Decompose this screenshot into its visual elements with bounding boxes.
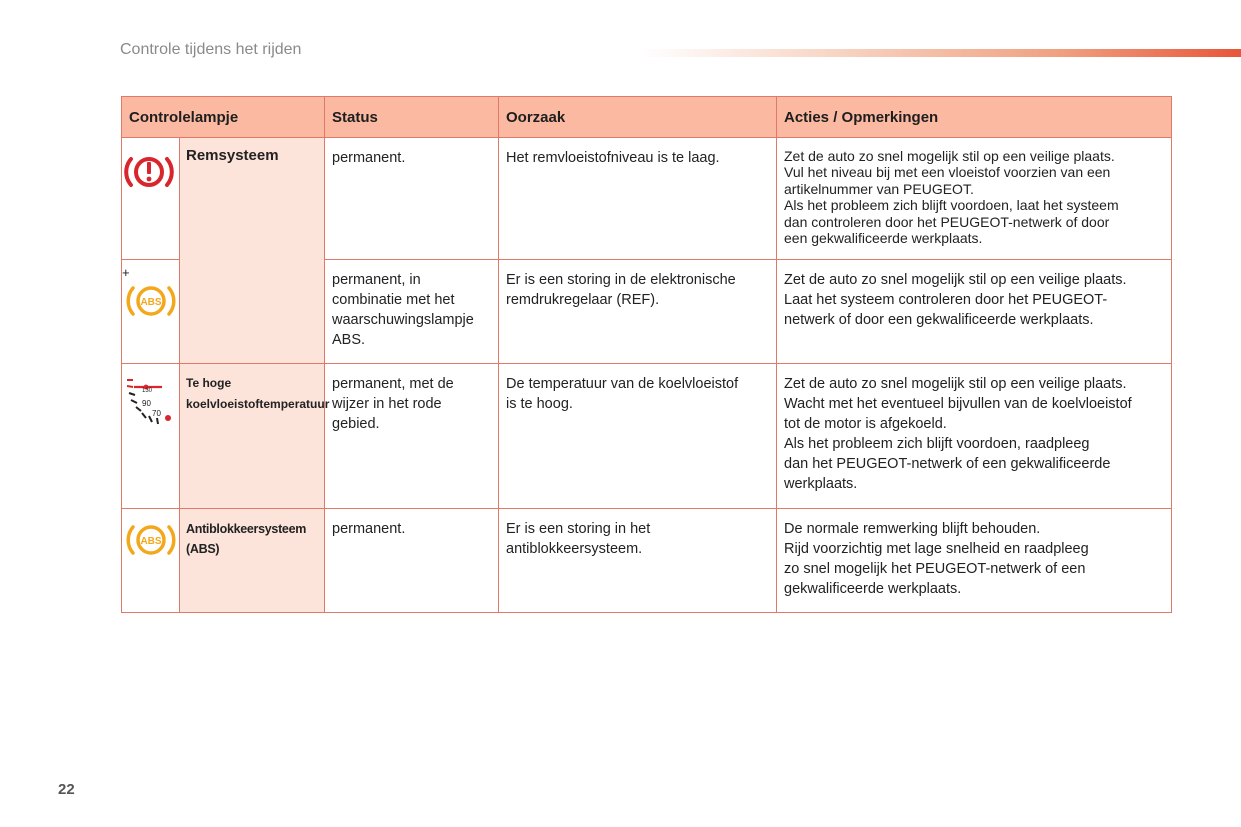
name-line: Antiblokkeersysteem bbox=[186, 522, 307, 536]
cause-cell bbox=[499, 364, 777, 509]
action-line: Zet de auto zo snel mogelijk stil op een veilige plaats. bbox=[784, 148, 1115, 164]
name-cell-remsysteem: Remsysteem bbox=[180, 138, 325, 364]
cause-line: remdrukregelaar (REF). bbox=[506, 292, 660, 308]
action-line: Zet de auto zo snel mogelijk stil op een veilige plaats. bbox=[784, 376, 1127, 392]
gauge-label-70: 70 bbox=[152, 409, 161, 418]
action-line: artikelnummer van PEUGEOT. bbox=[784, 180, 974, 197]
action-line: Rijd voorzichtig met lage snelheid en raadpleeg bbox=[784, 541, 1089, 557]
section-title: Controle tijdens het rijden bbox=[120, 41, 302, 58]
status-line: wijzer in het rode bbox=[332, 396, 442, 412]
name-cell-temperatuur bbox=[180, 364, 330, 509]
column-header-status: Status bbox=[325, 97, 499, 138]
table-row bbox=[122, 138, 1172, 260]
title-accent-bar bbox=[640, 49, 1241, 57]
action-line: Wacht met het eventueel bijvullen van de koelvloeistof bbox=[784, 396, 1132, 412]
warning-lights-table bbox=[121, 96, 1172, 613]
status-line: permanent, in bbox=[332, 272, 421, 288]
status-line: gebied. bbox=[332, 416, 380, 432]
action-line: Vul het niveau bij met een vloeistof voorzien van een bbox=[784, 164, 1111, 181]
abs-icon bbox=[124, 520, 178, 560]
action-line: een gekwalificeerde werkplaats. bbox=[784, 230, 983, 247]
action-line: tot de motor is afgekoeld. bbox=[784, 416, 947, 432]
action-line: Zet de auto zo snel mogelijk stil op een veilige plaats. bbox=[784, 272, 1127, 288]
abs-icon-label: ABS bbox=[139, 297, 162, 308]
actions-cell bbox=[777, 138, 1172, 260]
cause-line: Er is een storing in het bbox=[506, 521, 651, 537]
table-header-row bbox=[122, 97, 1172, 138]
status-line: combinatie met het bbox=[332, 292, 455, 308]
cause-cell bbox=[499, 260, 777, 364]
action-line: werkplaats. bbox=[784, 476, 858, 492]
name-line: koelvloeistoftemperatuur bbox=[186, 397, 330, 411]
cause-line: Er is een storing in de elektronische bbox=[506, 272, 736, 288]
action-line: dan controleren door het PEUGEOT-netwerk of door bbox=[784, 213, 1110, 230]
abs-icon-label: ABS bbox=[139, 536, 162, 547]
cause-line: is te hoog. bbox=[506, 396, 573, 412]
action-line: De normale remwerking blijft behouden. bbox=[784, 521, 1041, 537]
status-line: waarschuwingslampje bbox=[332, 312, 474, 328]
table-row bbox=[122, 364, 1172, 509]
icon-cell bbox=[122, 260, 180, 364]
gauge-label-130: 130 bbox=[142, 388, 153, 394]
column-header-oorzaak: Oorzaak bbox=[499, 97, 777, 138]
action-line: netwerk of door een gekwalificeerde werkplaats. bbox=[784, 312, 1094, 328]
action-line: gekwalificeerde werkplaats. bbox=[784, 581, 962, 597]
column-header-controlelampje: Controlelampje bbox=[122, 97, 325, 138]
icon-cell bbox=[122, 364, 180, 509]
cause-cell bbox=[499, 509, 777, 613]
page-number: 22 bbox=[58, 781, 75, 798]
action-line: Als het probleem zich blijft voordoen, laat het systeem bbox=[784, 197, 1119, 214]
status-line: ABS. bbox=[332, 332, 366, 348]
status-line: permanent, met de bbox=[332, 376, 454, 392]
cause-cell bbox=[499, 138, 777, 260]
status-cell bbox=[325, 260, 499, 364]
action-line: dan het PEUGEOT-netwerk of een gekwalificeerde bbox=[784, 456, 1111, 472]
icon-cell bbox=[122, 138, 180, 260]
actions-cell bbox=[777, 364, 1172, 509]
actions-cell bbox=[777, 509, 1172, 613]
status-line: permanent. bbox=[332, 521, 406, 537]
plus-sign: + bbox=[122, 265, 130, 280]
action-line: Als het probleem zich blijft voordoen, raadpleeg bbox=[784, 436, 1090, 452]
icon-cell bbox=[122, 509, 180, 613]
action-line: Laat het systeem controleren door het PEUGEOT- bbox=[784, 292, 1108, 308]
table-row bbox=[122, 509, 1172, 613]
name-cell-abs bbox=[180, 509, 325, 613]
cause-line: antiblokkeersysteem. bbox=[506, 541, 643, 557]
brake-warning-icon bbox=[122, 152, 176, 196]
status-line: permanent. bbox=[332, 150, 406, 166]
cause-line: De temperatuur van de koelvloeistof bbox=[506, 376, 739, 392]
status-cell bbox=[325, 138, 499, 260]
abs-icon bbox=[124, 281, 178, 321]
action-line: zo snel mogelijk het PEUGEOT-netwerk of een bbox=[784, 561, 1086, 577]
actions-cell bbox=[777, 260, 1172, 364]
status-cell bbox=[325, 364, 499, 509]
column-header-acties: Acties / Opmerkingen bbox=[777, 97, 1172, 138]
name-line: (ABS) bbox=[186, 542, 220, 556]
gauge-label-90: 90 bbox=[142, 399, 151, 408]
temperature-gauge-icon bbox=[122, 374, 176, 434]
cause-line: Het remvloeistofniveau is te laag. bbox=[506, 150, 720, 166]
status-cell bbox=[325, 509, 499, 613]
name-line: Te hoge bbox=[186, 376, 232, 390]
